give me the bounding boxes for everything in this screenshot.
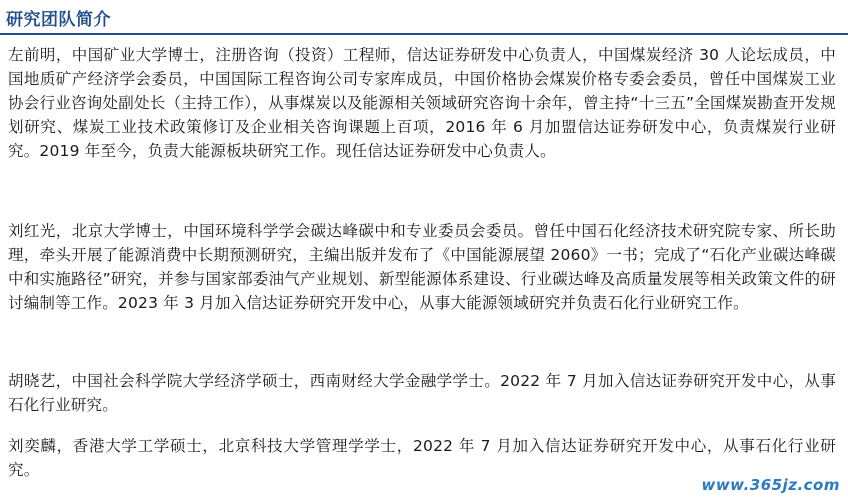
bio-paragraph-hu-xiaoyi: 胡晓艺，中国社会科学院大学经济学硕士，西南财经大学金融学学士。2022 年 7 月加入信达证券研究开发中心，从事石化行业研究。: [8, 372, 836, 414]
section-header: [0, 0, 848, 34]
site-watermark: www.365jz.com: [701, 476, 840, 494]
bio-paragraph-zuo-qianming: 左前明，中国矿业大学博士，注册咨询（投资）工程师，信达证券研发中心负责人，中国煤炭经济 30 人论坛成员，中国地质矿产经济学会委员，中国国际工程咨询公司专家库成员，中国价格协会煤炭价格专委会委员，曾任中国煤炭工业协会行业咨询处副处长（主持工作），从事煤炭以及能源相关领域研究咨询十余年，曾主持“十三五”全国煤炭勘查开发规划研究、煤炭工业技术政策修订及企业相关咨询课题上百项，2016 年 6 月加盟信达证券研发中心，负责煤炭行业研究。2019 年至今，负责大能源板块研究工作。现任信达证券研发中心负责人。: [8, 46, 836, 160]
bio-paragraph-liu-yilin: 刘奕麟，香港大学工学硕士，北京科技大学管理学学士，2022 年 7 月加入信达证券研究开发中心，从事石化行业研究。: [8, 437, 836, 479]
bio-paragraph-liu-hongguang: 刘红光，北京大学博士，中国环境科学学会碳达峰碳中和专业委员会委员。曾任中国石化经济技术研究院专家、所长助理，牵头开展了能源消费中长期预测研究，主编出版并发布了《中国能源展望 2060》一书；完成了“石化产业碳达峰碳中和实施路径”研究，并参与国家部委油气产业规划、新型能源体系建设、行业碳达峰及高质量发展等相关政策文件的研讨编制等工作。2023 年 3 月加入信达证券研究开发中心，从事大能源领域研究并负责石化行业研究工作。: [8, 222, 836, 312]
section-title: 研究团队简介: [6, 10, 111, 30]
header-divider: [0, 33, 848, 35]
